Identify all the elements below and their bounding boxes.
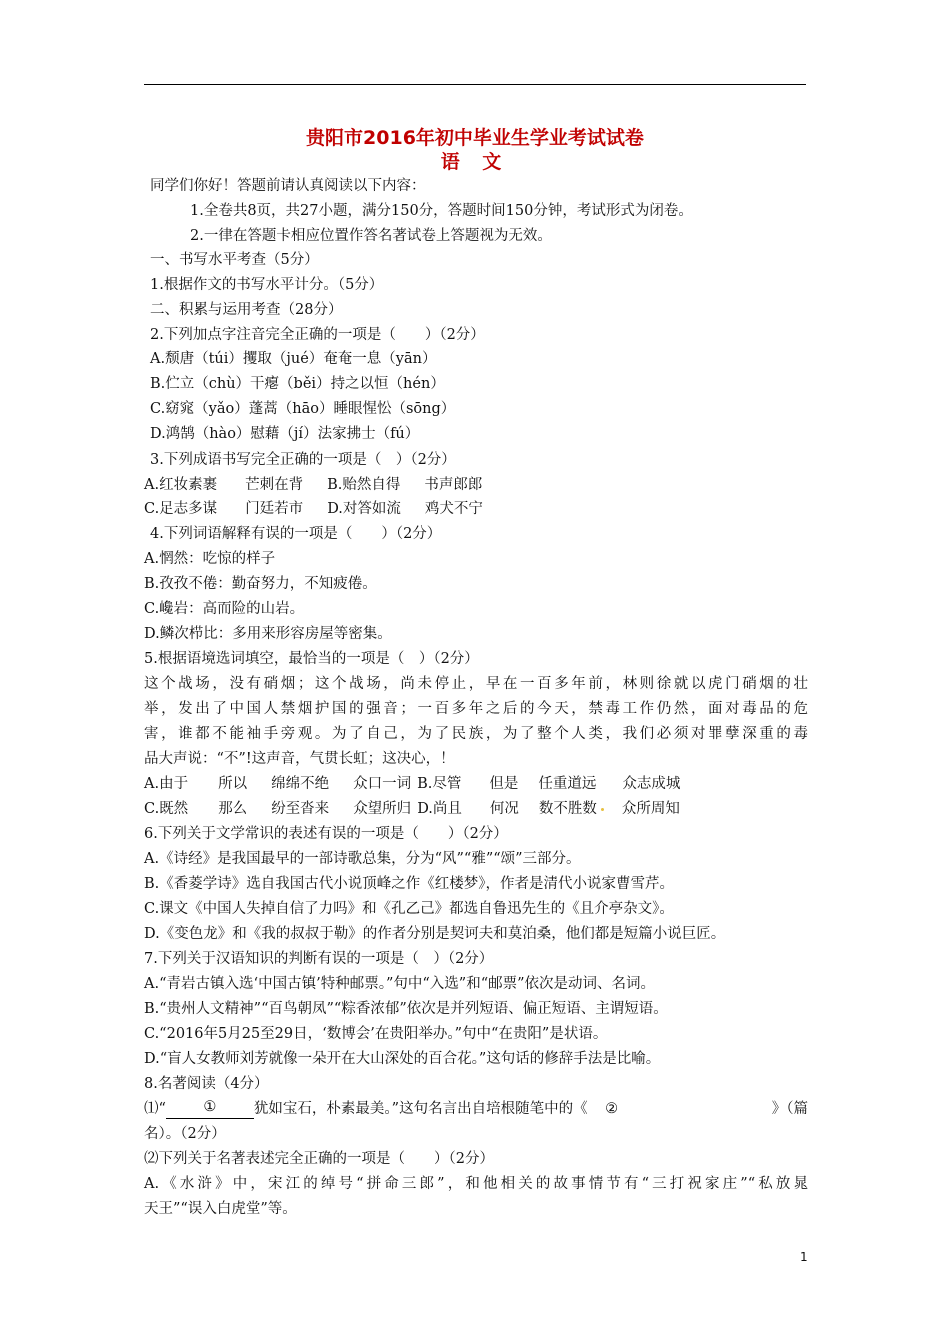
exam-title: 贵阳市2016年初中毕业生学业考试试卷 <box>306 127 644 149</box>
question-4-option-d: D.鳞次栉比：多用来形容房屋等密集。 <box>144 626 392 642</box>
question-8-stem: 8.名著阅读（4分） <box>144 1076 269 1092</box>
question-8-part-2-stem: ⑵下列关于名著表述完全正确的一项是（ ）（2分） <box>144 1151 494 1167</box>
question-5-options-cd <box>144 799 808 819</box>
answer-blank-2: ② <box>605 1101 619 1117</box>
option-a-4: 众口一词 <box>353 776 412 792</box>
intro-note-1: 1.全卷共8页，共27小题，满分150分，答题时间150分钟，考试形式为闭卷。 <box>190 203 693 219</box>
question-2-option-c: C.窈窕（yǎo）蓬蒿（hāo）睡眼惺忪（sōng） <box>150 401 456 417</box>
option-c-2: 门廷若市 <box>245 501 304 517</box>
section-1-heading: 一、书写水平考查（5分） <box>150 252 319 268</box>
option-b-4: 众志成城 <box>622 776 681 792</box>
option-d-1: D.对答如流 <box>327 501 401 517</box>
section-2-heading: 二、积累与运用考查（28分） <box>150 302 343 318</box>
question-2-option-b: B.伫立（chù）干瘪（běi）持之以恒（hén） <box>150 376 445 392</box>
exam-subject: 语 文 <box>440 151 510 173</box>
intro-greeting: 同学们你好！答题前请认真阅读以下内容： <box>150 178 426 194</box>
option-d-1: D.尚且 <box>417 801 462 817</box>
option-c-1: C.既然 <box>144 801 189 817</box>
option-c-1: C.足志多谋 <box>144 501 218 517</box>
page-number: 1 <box>800 1250 808 1264</box>
option-c-2: 那么 <box>218 801 248 817</box>
question-5-passage-line-2: 举，发出了中国人禁烟护国的强音；一百多年之后的今天，禁毒工作仍然，面对毒品的危 <box>144 701 808 717</box>
option-b-3: 任重道远 <box>538 776 597 792</box>
stray-mark <box>601 808 604 811</box>
question-3-stem: 3.下列成语书写完全正确的一项是（ ）（2分） <box>150 452 456 468</box>
question-8-option-a-line-2: 天王”“误入白虎堂”等。 <box>144 1201 297 1217</box>
question-3-options-cd <box>144 499 808 519</box>
option-a-1: A.红妆素裹 <box>144 477 218 493</box>
option-a-3: 绵绵不绝 <box>271 776 330 792</box>
header-rule <box>144 84 806 85</box>
option-b-1: B.尽管 <box>417 776 462 792</box>
part-1-middle: 犹如宝石，朴素最美。”这句名言出自培根随笔中的《 <box>253 1101 588 1117</box>
intro-note-2: 2.一律在答题卡相应位置作答名著试卷上答题视为无效。 <box>190 228 552 244</box>
question-2-option-a: A.颓唐（túi）攫取（jué）奄奄一息（yān） <box>150 351 437 367</box>
question-4-stem: 4.下列词语解释有误的一项是（ ）（2分） <box>150 526 442 542</box>
option-d-2: 鸡犬不宁 <box>424 501 483 517</box>
question-5-passage-line-3: 害，谁都不能袖手旁观。为了自己，为了民族，为了整个人类，我们必须对罪孽深重的毒 <box>144 726 808 742</box>
option-c-4: 众望所归 <box>353 801 412 817</box>
question-7-option-d: D.“盲人女教师刘芳就像一朵开在大山深处的百合花。”这句话的修辞手法是比喻。 <box>144 1051 661 1067</box>
option-d-3: 数不胜数 <box>538 801 597 817</box>
question-4-option-a: A.惘然：吃惊的样子 <box>144 551 276 567</box>
question-7-stem: 7.下列关于汉语知识的判断有误的一项是（ ）（2分） <box>144 951 494 967</box>
question-2-option-d: D.鸿鹄（hào）慰藉（jí）法家拂士（fú） <box>150 426 420 442</box>
answer-blank-1: ① <box>166 1099 254 1119</box>
question-7-option-c: C.“2016年5月25至29日，‘数博会’在贵阳举办。”句中“在贵阳”是状语。 <box>144 1026 608 1042</box>
question-7-option-a: A.“青岩古镇入选‘中国古镇’特种邮票。”句中“入选”和“邮票”依次是动词、名词。 <box>144 976 656 992</box>
question-6-option-b: B.《香菱学诗》选自我国古代小说顶峰之作《红楼梦》，作者是清代小说家曹雪芹。 <box>144 876 675 892</box>
question-3-options-ab <box>144 475 808 495</box>
question-4-option-b: B.孜孜不倦：勤奋努力，不知疲倦。 <box>144 576 377 592</box>
option-a-1: A.由于 <box>144 776 189 792</box>
question-6-option-d: D.《变色龙》和《我的叔叔于勒》的作者分别是契诃夫和莫泊桑，他们都是短篇小说巨匠。 <box>144 926 726 942</box>
question-8-part-1-end: 名）。（2分） <box>144 1126 226 1142</box>
question-5-passage-line-1: 这个战场，没有硝烟；这个战场，尚未停止，早在一百多年前，林则徐就以虎门硝烟的壮 <box>144 676 808 692</box>
question-6-stem: 6.下列关于文学常识的表述有误的一项是（ ）（2分） <box>144 826 508 842</box>
option-d-4: 众所周知 <box>621 801 680 817</box>
option-a-2: 所以 <box>218 776 248 792</box>
option-a-2: 芒刺在背 <box>245 477 304 493</box>
option-b-2: 但是 <box>489 776 519 792</box>
question-4-option-c: C.巉岩：高而险的山岩。 <box>144 601 305 617</box>
option-d-2: 何况 <box>489 801 519 817</box>
question-6-option-a: A.《诗经》是我国最早的一部诗歌总集，分为“风”“雅”“颂”三部分。 <box>144 851 581 867</box>
question-6-option-c: C.课文《中国人失掉自信了力吗》和《孔乙己》都选自鲁迅先生的《且介亭杂文》。 <box>144 901 674 917</box>
option-b-2: 书声郎郎 <box>424 477 483 493</box>
part-1-prefix: ⑴“ <box>144 1101 166 1117</box>
question-1: 1.根据作文的书写水平计分。（5分） <box>150 277 384 293</box>
question-8-part-1 <box>144 1099 808 1119</box>
option-b-1: B.贻然自得 <box>327 477 401 493</box>
option-c-3: 纷至沓来 <box>271 801 330 817</box>
part-1-suffix: 》（篇 <box>771 1101 808 1117</box>
question-8-option-a-line-1: A.《水浒》中，宋江的绰号“拼命三郎”，和他相关的故事情节有“三打祝家庄”“私放晁 <box>144 1176 808 1192</box>
question-7-option-b: B.“贵州人文精神”“百鸟朝凤”“粽香浓郁”依次是并列短语、偏正短语、主谓短语。 <box>144 1001 668 1017</box>
question-2-stem: 2.下列加点字注音完全正确的一项是（ ）（2分） <box>150 327 485 343</box>
question-5-options-ab <box>144 774 808 794</box>
question-5-stem: 5.根据语境选词填空，最恰当的一项是（ ）（2分） <box>144 651 479 667</box>
question-5-passage-line-4: 品大声说：“不”!这声音，气贯长虹；这决心，！ <box>144 751 455 767</box>
